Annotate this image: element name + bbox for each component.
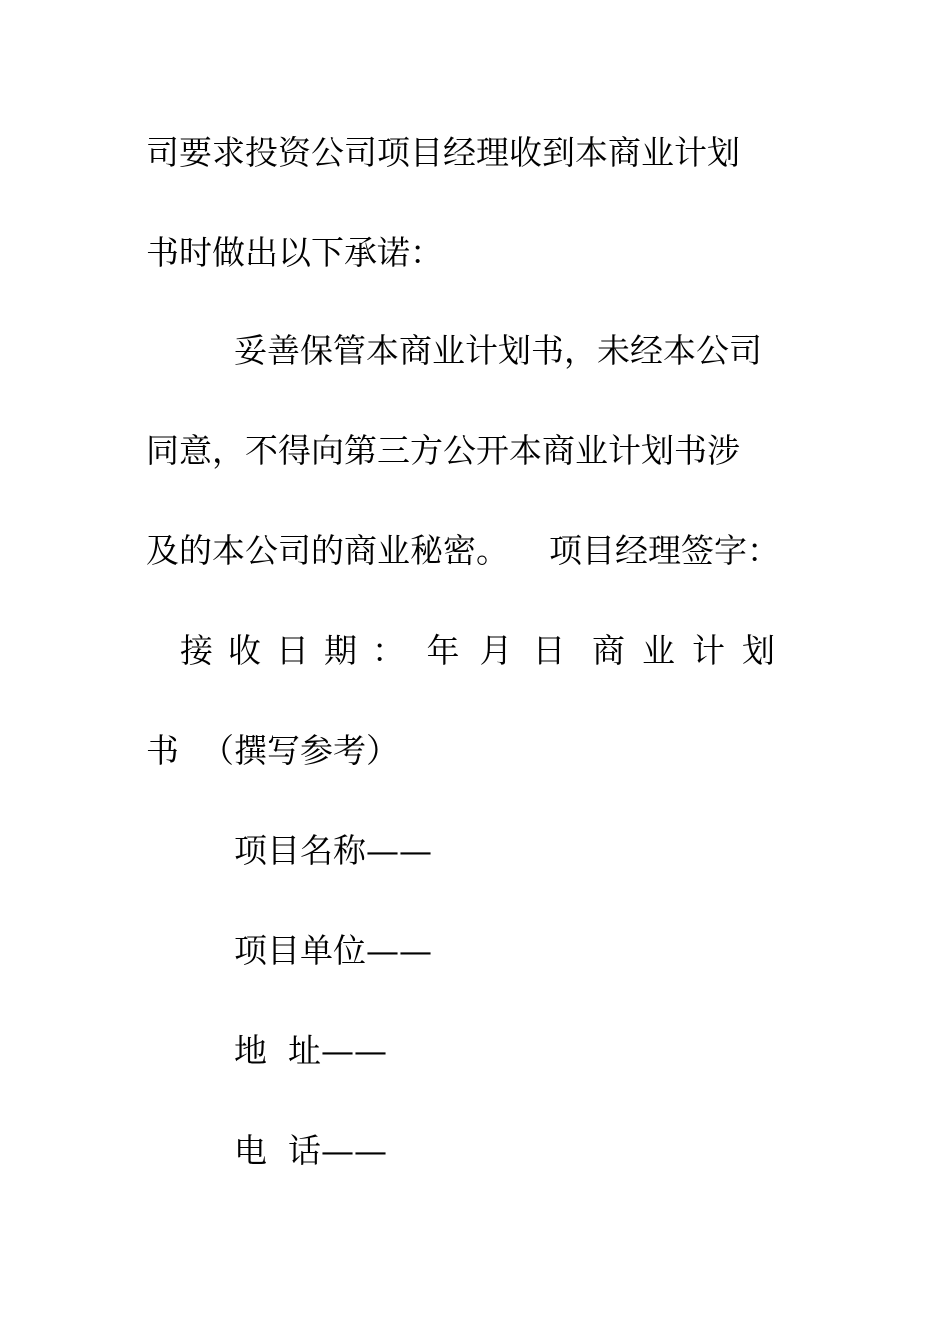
project-unit-field: 项目单位——	[234, 931, 432, 970]
paragraph-line-2: 书时做出以下承诺：	[146, 233, 443, 272]
receipt-date-line	[180, 626, 792, 676]
project-name-field: 项目名称——	[234, 831, 432, 870]
commitment-line-2: 同意，不得向第三方公开本商业计划书涉	[146, 431, 740, 470]
commitment-end-text: 及的本公司的商业秘密。	[146, 531, 509, 570]
date-placeholder: 年月日	[426, 631, 586, 670]
paragraph-line-1: 司要求投资公司项目经理收到本商业计划	[146, 133, 740, 172]
address-field: 地 址——	[234, 1031, 387, 1070]
manager-signature-label: 项目经理签字：	[549, 531, 780, 570]
commitment-line-3	[146, 526, 780, 576]
receipt-date-label: 接收日期：	[180, 631, 420, 670]
commitment-line-1: 妥善保管本商业计划书，未经本公司	[234, 331, 762, 370]
title-line	[146, 726, 399, 776]
title-suffix: 书	[146, 731, 179, 770]
phone-field: 电 话——	[234, 1131, 387, 1170]
business-plan-text: 商业计划	[592, 631, 792, 670]
writing-reference-note: （撰写参考）	[201, 731, 399, 770]
